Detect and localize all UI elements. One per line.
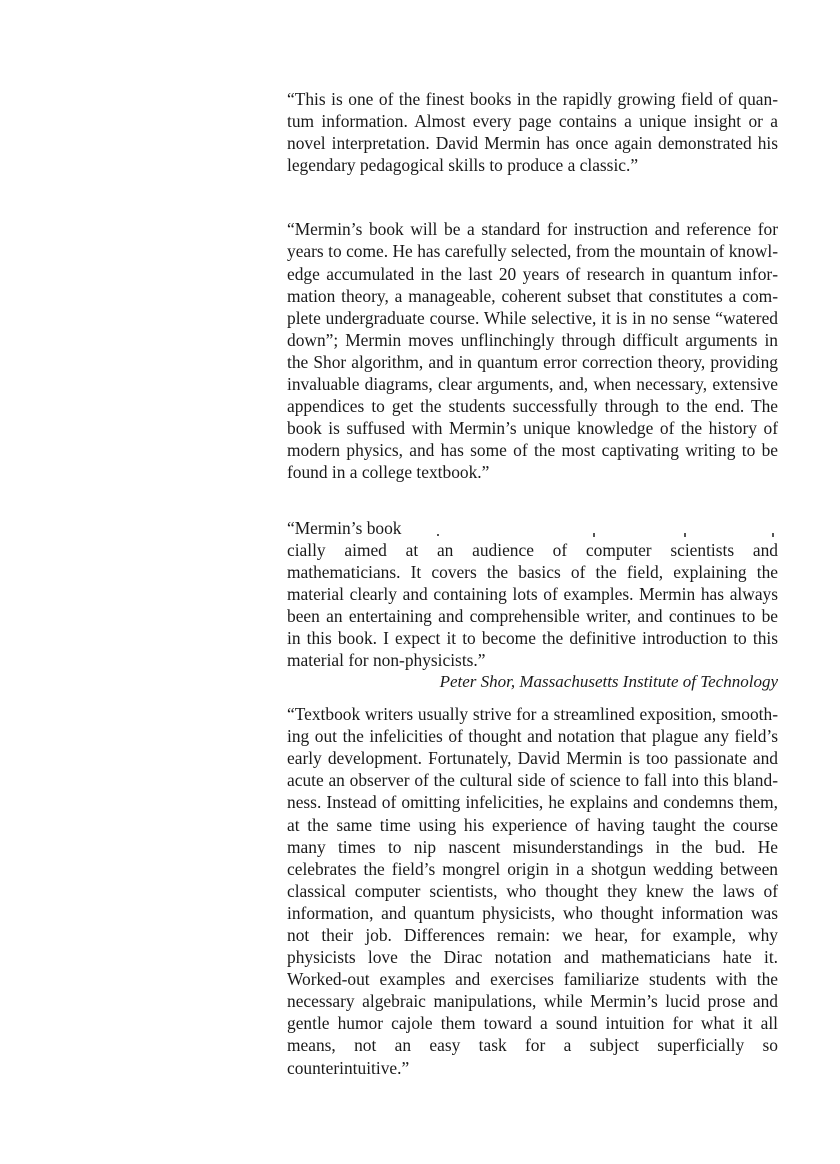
endorsement-quote-1: “This is one of the finest books in the rapidly growing field of quantum information. Almost every page contains a unique insight or a novel interpretation. David Mermin has once again demonstrated his legendary pedagogical skills to produce a classic.”	[287, 89, 778, 176]
endorsement-quote-3: cially aimed at an audience of computer scientists and mathematicians. It covers the basics of the field, explaining the material clearly and containing lots of examples. Mermin has always been an entertaining and comprehensible writer, and continues to be in this book. I expect it to become the definitive introduction to this material for non-physicists.”	[287, 539, 778, 670]
endorsement-attribution-3: Peter Shor, Massachusetts Institute of Technology	[439, 672, 778, 692]
endorsement-quote-2: “Mermin’s book will be a standard for instruction and reference for years to come. He has carefully selected, from the mountain of knowledge accumulated in the last 20 years of research in quantum information theory, a manageable, coherent subset that constitutes a complete undergraduate course. While selective, it is in no sense “watered down”; Mermin moves unflinchingly through difficult arguments in the Shor algorithm, and in quantum error correction theory, providing invaluable diagrams, clear arguments, and, when necessary, extensive appendices to get the students successfully through to the end. The book is suffused with Mermin’s unique knowledge of the history of modern physics, and has some of the most captivating writing to be found in a college textbook.”	[287, 219, 778, 483]
endorsement-quote-3-start: “Mermin’s book	[287, 517, 402, 538]
clipped-glyph-fragments	[287, 533, 778, 539]
endorsement-attribution-1-clipped	[287, 180, 778, 186]
endorsements-page	[287, 88, 778, 1079]
endorsement-quote-4: “Textbook writers usually strive for a streamlined exposition, smoothing out the infelicities of thought and notation that plague any field’s early development. Fortunately, David Mermin is too passionate and acute an observer of the cultural side of science to fall into this blandness. Instead of omitting infelicities, he explains and condemns them, at the same time using his experience of having taught the course many times to nip nascent misunderstandings in the bud. He celebrates the field’s mongrel origin in a shotgun wedding between classical computer scientists, who thought they knew the laws of information, and quantum physicists, who thought information was not their job. Differences remain: we hear, for example, why physicists love the Dirac notation and mathematicians hate it. Worked-out examples and exercises familiarize students with the necessary algebraic manipulations, while Mermin’s lucid prose and gentle humor cajole them toward a sound intuition for what it all means, not an easy task for a subject superficially so counterintuitive.”	[287, 704, 778, 1078]
endorsement-quote-3-clipped-line	[287, 517, 778, 539]
